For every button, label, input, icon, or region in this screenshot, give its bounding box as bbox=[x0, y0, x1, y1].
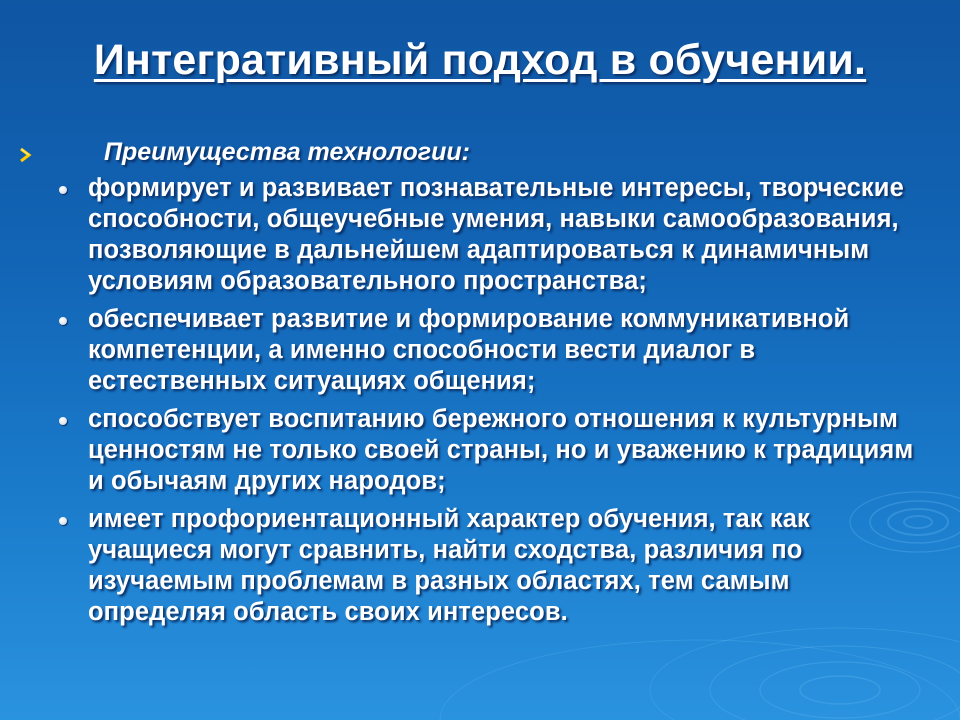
list-item-text: способствует воспитанию бережного отношения к культурным ценностям не только своей страны, но и уважению к традициям и обычаям других народов; bbox=[88, 405, 914, 495]
slide-title: Интегративный подход в обучении. bbox=[93, 36, 867, 84]
list-item bbox=[55, 504, 915, 628]
advantages-list bbox=[55, 173, 915, 635]
bullet-dot-icon bbox=[59, 317, 67, 325]
list-item bbox=[55, 173, 915, 297]
bullet-dot-icon bbox=[59, 417, 67, 425]
list-item-text: обеспечивает развитие и формирование коммуникативной компетенции, а именно способности вести диалог в естественных ситуациях общения; bbox=[88, 305, 850, 395]
list-item bbox=[55, 404, 915, 497]
list-item bbox=[55, 304, 915, 397]
bullet-dot-icon bbox=[59, 186, 67, 194]
section-heading-text: Преимущества технологии: bbox=[104, 138, 470, 166]
list-item-text: формирует и развивает познавательные интересы, творческие способности, общеучебные умения, навыки самообразования, позволяющие в дальнейшем адаптироваться к динамичным условиям образовательного пространства; bbox=[88, 174, 904, 295]
bullet-dot-icon bbox=[59, 517, 67, 525]
arrow-right-icon bbox=[18, 147, 34, 163]
list-item-text: имеет профориентационный характер обучения, так как учащиеся могут сравнить, найти сходства, различия по изучаемым проблемам в разных областях, тем самым определяя область своих интересов. bbox=[88, 505, 810, 626]
section-heading bbox=[18, 138, 470, 167]
